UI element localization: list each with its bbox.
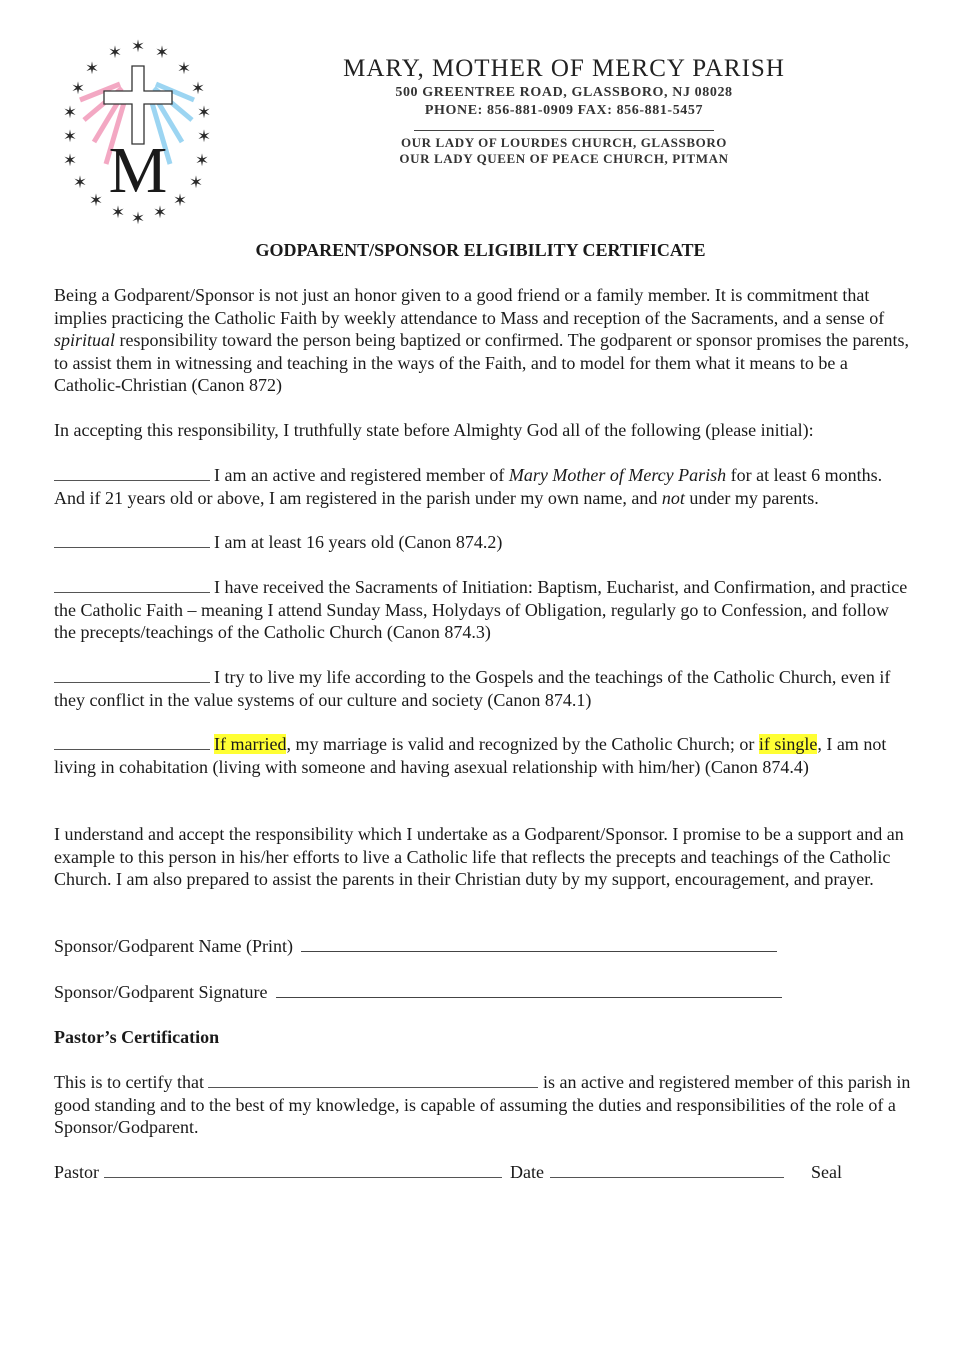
statement-italic: not — [661, 487, 685, 508]
parish-address: 500 GREENTREE ROAD, GLASSBORO, NJ 08028 — [395, 85, 733, 100]
statement-text: , I am not living in cohabitation (living with someone and having asexual relationship with him/her) (Canon 874.4) — [54, 734, 887, 777]
certified-name-field[interactable] — [208, 1086, 538, 1088]
document-title: GODPARENT/SPONSOR ELIGIBILITY CERTIFICATE — [255, 240, 706, 260]
svg-text:✶: ✶ — [154, 43, 170, 63]
svg-text:✶: ✶ — [72, 173, 88, 193]
statement-5 — [54, 733, 914, 778]
intro-text: Being a Godparent/Sponsor is not just an honor given to a good friend or a family member. It is commitment that implies practicing the Catholic Faith by weekly attendance to Mass and reception of the Sacraments, and a sense of — [54, 285, 885, 328]
svg-text:✶: ✶ — [152, 203, 168, 223]
intro-paragraph — [54, 284, 914, 397]
church-name: OUR LADY OF LOURDES CHURCH, GLASSBORO — [400, 135, 728, 150]
parish-phone-fax: PHONE: 856-881-0909 FAX: 856-881-5457 — [424, 103, 704, 118]
initial-field[interactable] — [54, 546, 210, 548]
sponsor-name-field[interactable] — [301, 950, 777, 952]
letterhead — [264, 54, 864, 167]
sponsor-signature-label: Sponsor/Godparent Signature — [54, 982, 268, 1002]
initial-field[interactable] — [54, 479, 210, 481]
initial-field[interactable] — [54, 591, 210, 593]
sponsor-signature-row — [54, 981, 914, 1004]
statement-text: for at least 6 months. And if 21 years old or above, I am registered in the parish under my own name, and — [54, 465, 883, 508]
intro-text: responsibility toward the person being baptized or confirmed. The godparent or sponsor promises the parents, to assist them in witnessing and teaching in the ways of the Faith, and to model for them what it means to be a Catholic-Christian (Canon 872) — [54, 330, 909, 395]
svg-text:✶: ✶ — [176, 59, 192, 79]
svg-text:✶: ✶ — [62, 127, 78, 147]
sponsor-signature-field[interactable] — [276, 996, 782, 998]
svg-text:✶: ✶ — [194, 151, 210, 171]
pastor-sign-row — [54, 1161, 914, 1184]
svg-text:✶: ✶ — [196, 103, 212, 123]
statement-italic: Mary Mother of Mercy Parish — [508, 465, 727, 485]
miraculous-medal-logo — [58, 34, 218, 226]
letterhead-divider — [414, 130, 714, 131]
svg-text:✶: ✶ — [190, 79, 206, 99]
svg-text:✶: ✶ — [172, 191, 188, 211]
statement-text: I try to live my life according to the Gospels and the teachings of the Catholic Church, even if they conflict in the value systems of our culture and society (Canon 874.1) — [54, 667, 891, 710]
accepting-paragraph — [54, 419, 914, 442]
statement-text: I am an active and registered member of — [214, 465, 509, 485]
pastor-certification-heading: Pastor’s Certification — [54, 1027, 220, 1047]
statement-text: , my marriage is valid and recognized by the Catholic Church; or — [286, 734, 759, 754]
initial-field[interactable] — [54, 681, 210, 683]
statement-2 — [54, 531, 914, 554]
m-letter-icon: M — [108, 134, 168, 207]
parish-name: MARY, MOTHER OF MERCY PARISH — [343, 55, 785, 82]
statement-4 — [54, 666, 914, 711]
church-name: OUR LADY QUEEN OF PEACE CHURCH, PITMAN — [399, 151, 729, 166]
statement-text: I have received the Sacraments of Initiation: Baptism, Eucharist, and Confirmation, and practice the Catholic Faith – meaning I attend Sunday Mass, Holydays of Obligation, regularly go to Confession, and follow the precepts/teachings of the Catholic Church (Canon 874.3) — [54, 577, 908, 642]
svg-text:✶: ✶ — [84, 59, 100, 79]
svg-text:✶: ✶ — [196, 127, 212, 147]
highlighted-text: If married — [214, 734, 287, 754]
seal-label: Seal — [810, 1162, 842, 1182]
certify-paragraph — [54, 1071, 914, 1139]
certify-text: This is to certify that — [54, 1072, 204, 1092]
commitment-paragraph — [54, 823, 914, 891]
statement-3 — [54, 576, 914, 644]
highlighted-text: if single — [758, 734, 818, 754]
svg-text:✶: ✶ — [107, 43, 123, 63]
pastor-signature-field[interactable] — [104, 1176, 502, 1178]
date-label: Date — [510, 1162, 544, 1182]
svg-text:✶: ✶ — [70, 79, 86, 99]
svg-text:✶: ✶ — [130, 209, 146, 226]
statement-text: under my parents. — [684, 487, 819, 508]
certify-text: is an active and registered member of this parish in good standing and to the best of my knowledge, is capable of assuming the duties and responsibilities of the role of a Sponsor/Godparent. — [54, 1072, 911, 1137]
statement-text: I am at least 16 years old (Canon 874.2) — [214, 532, 503, 552]
sponsor-name-label: Sponsor/Godparent Name (Print) — [54, 936, 293, 956]
date-field[interactable] — [550, 1176, 784, 1178]
pastor-label: Pastor — [54, 1162, 99, 1182]
statement-1 — [54, 464, 914, 509]
intro-italic: spiritual — [54, 330, 116, 350]
accepting-text: In accepting this responsibility, I truthfully state before Almighty God all of the following (please initial): — [54, 420, 814, 440]
sponsor-name-row — [54, 935, 914, 958]
svg-text:✶: ✶ — [62, 151, 78, 171]
svg-text:✶: ✶ — [110, 203, 126, 223]
svg-text:✶: ✶ — [130, 37, 146, 57]
initial-field[interactable] — [54, 748, 210, 750]
svg-text:✶: ✶ — [88, 191, 104, 211]
svg-text:✶: ✶ — [62, 103, 78, 123]
svg-text:✶: ✶ — [188, 173, 204, 193]
commitment-text: I understand and accept the responsibility which I undertake as a Godparent/Sponsor. I promise to be a support and an example to this person in his/her efforts to live a Catholic life that reflects the precepts and teachings of the Catholic Church. I am also prepared to assist the parents in their Christian duty by my support, encouragement, and prayer. — [54, 824, 904, 889]
